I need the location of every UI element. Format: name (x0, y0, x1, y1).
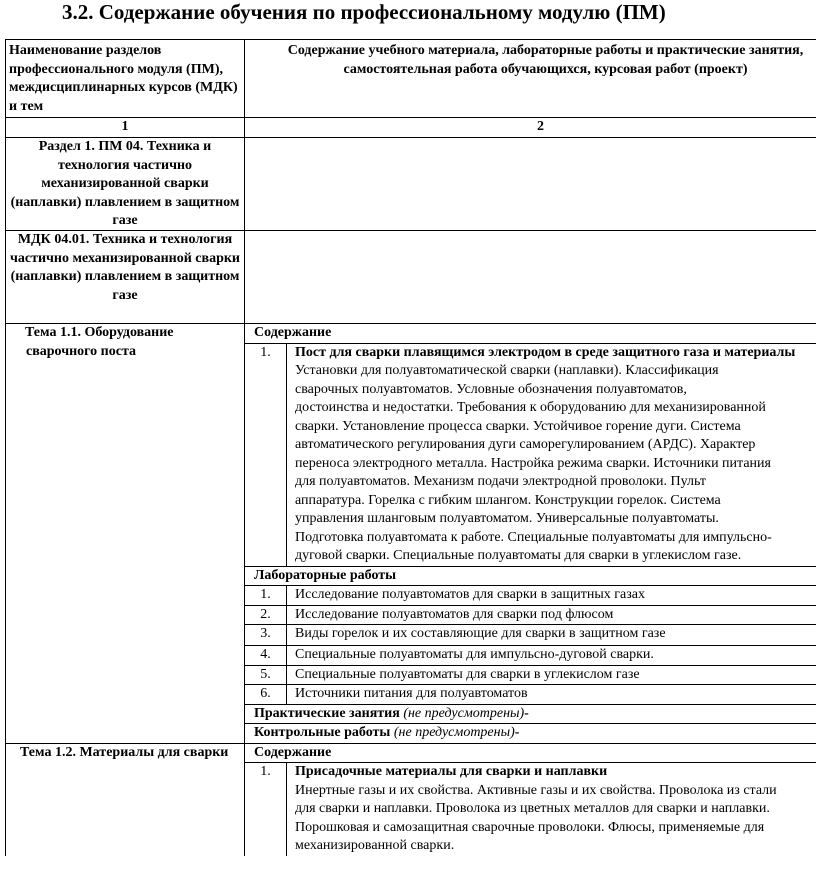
column-number-2: 2 (537, 119, 544, 134)
lab-text: Виды горелок и их составляющие для сварки в защитном газе (295, 626, 666, 641)
lab-label: Лабораторные работы (245, 566, 816, 587)
text-line: Установки для полуавтоматической сварки (наплавки). Классификация (295, 363, 719, 378)
column-number-row (6, 118, 816, 138)
section-row (6, 138, 816, 231)
topic-row (6, 744, 816, 856)
item-heading: Пост для сварки плавящимся электродом в среде защитного газа и материалы (295, 344, 796, 360)
section-content-cell (245, 138, 816, 230)
lab-item (245, 586, 816, 605)
header-col1: Наименование разделов профессионального модуля (ПМ), междисциплинарных курсов (МДК) и тем (6, 40, 245, 117)
page-title: 3.2. Содержание обучения по профессиональному модулю (ПМ) (62, 0, 666, 24)
topic-name: Тема 1.2. Материалы для сварки (20, 744, 229, 760)
topic-title (6, 744, 245, 856)
column-number-1: 1 (6, 118, 245, 137)
text-line: достоинства и недостатки. Требования к оборудованию для механизированной (295, 400, 766, 415)
mdk-title: МДК 04.01. Техника и технология частично механизированной сварки (наплавки) плавлением в защитном газе (6, 231, 245, 323)
topic-title (6, 324, 245, 743)
lab-text: Исследование полуавтоматов для сварки в защитных газах (295, 587, 645, 602)
item-text (295, 362, 816, 566)
content-item (245, 763, 816, 856)
lab-number: 1. (245, 586, 287, 605)
control-line (245, 724, 816, 743)
text-line: сварки. Установление процесса сварки. Устойчивое горение дуги. Система (295, 418, 741, 434)
item-body (287, 344, 816, 566)
practice-label: Практические занятия (254, 705, 400, 721)
lab-text: Специальные полуавтоматы для импульсно-дуговой сварки. (295, 647, 654, 662)
item-heading: Присадочные материалы для сварки и наплавки (295, 764, 608, 779)
content-label: Содержание (245, 324, 816, 344)
lab-item (245, 645, 816, 665)
practice-line (245, 704, 816, 725)
text-line: Инертные газы и их свойства. Активные газы и их свойства. Проволока из стали (295, 782, 777, 798)
lab-number: 6. (245, 685, 287, 704)
practice-note: (не предусмотрены) (403, 705, 525, 721)
lab-item (245, 684, 816, 704)
mdk-row (6, 231, 816, 324)
content-item (245, 344, 816, 566)
lab-text: Специальные полуавтоматы для сварки в углекислом газе (295, 666, 640, 682)
lab-number: 5. (245, 666, 287, 685)
lab-number: 3. (245, 625, 287, 645)
topic-row (6, 324, 816, 744)
header-col2: Содержание учебного материала, лабораторные работы и практические занятия, самостоятельная работа обучающихся, курсовая работ (проект) (287, 43, 804, 77)
text-line: автоматического регулирования дуги саморегулированием (АРДС). Характер (295, 437, 756, 452)
topic-name: Тема 1.1. Оборудование сварочного поста (25, 325, 174, 359)
lab-item (245, 605, 816, 625)
text-line: аппаратура. Горелка с гибким шлангом. Конструкции горелок. Система (295, 492, 721, 508)
text-line: Порошковая и самозащитная сварочные проволоки. Флюсы, применяемые для (295, 819, 765, 835)
item-text (295, 782, 816, 856)
item-number: 1. (245, 763, 287, 856)
control-label: Контрольные работы (254, 725, 391, 740)
control-note: (не предусмотрены) (393, 725, 515, 740)
lab-number: 2. (245, 606, 287, 625)
section-title: Раздел 1. ПМ 04. Техника и технология частично механизированной сварки (наплавки) плавлением в защитном газе (6, 138, 245, 230)
practice-dash: - (524, 705, 529, 721)
lab-text: Источники питания для полуавтоматов (295, 686, 528, 701)
text-line: управления шланговым полуавтоматом. Универсальные полуавтоматы. (295, 511, 719, 526)
topic-content (245, 744, 816, 856)
item-body (287, 763, 816, 856)
lab-item (245, 665, 816, 685)
table-header-row (6, 40, 816, 118)
control-dash: - (514, 725, 520, 740)
text-line: для сварки и наплавки. Проволока из цветных металлов для сварки и наплавки. (295, 801, 770, 816)
curriculum-table (5, 39, 816, 856)
text-line: дуговой сварки. Специальные полуавтоматы для сварки в углекислом газе. (295, 548, 742, 563)
lab-item (245, 624, 816, 645)
text-line: механизированной сварки. (295, 838, 455, 853)
mdk-content-cell (245, 231, 816, 323)
lab-text: Исследование полуавтоматов для сварки под флюсом (295, 606, 614, 622)
text-line: для полуавтоматов. Механизм подачи электродной проволоки. Пульт (295, 474, 706, 489)
text-line: сварочных полуавтоматов. Условные обозначения полуавтоматов, (295, 381, 687, 397)
lab-number: 4. (245, 646, 287, 665)
text-line: переноса электродного металла. Настройка режима сварки. Источники питания (295, 455, 771, 471)
item-number: 1. (245, 344, 287, 566)
text-line: Подготовка полуавтомата к работе. Специальные полуавтоматы для импульсно- (295, 529, 772, 545)
content-label: Содержание (245, 744, 816, 764)
topic-content (245, 324, 816, 743)
